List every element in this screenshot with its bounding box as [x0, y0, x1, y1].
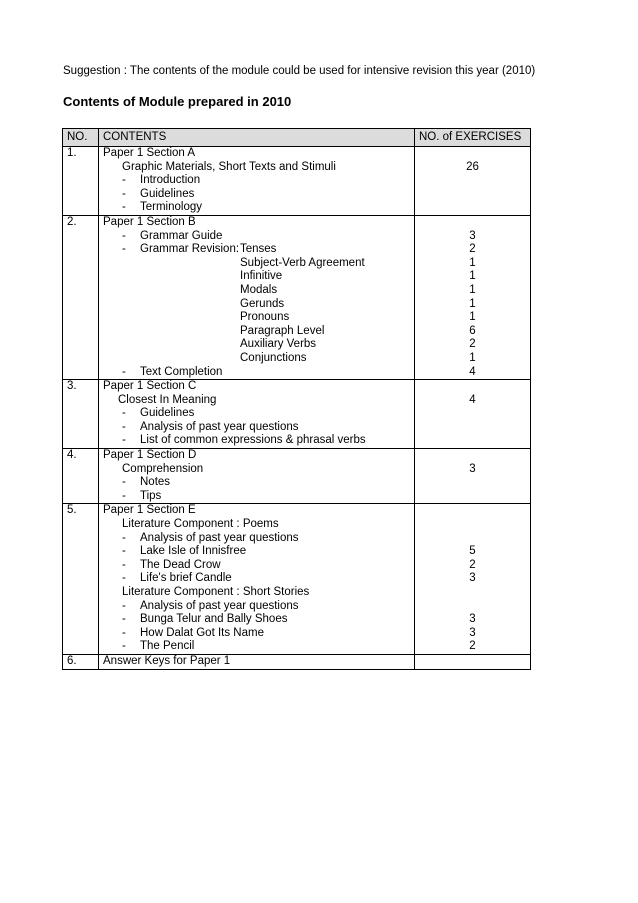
table-row: [63, 654, 531, 669]
exercise-count: 1: [469, 270, 476, 283]
exercise-count: 2: [469, 243, 476, 256]
table-row: [63, 504, 531, 655]
grammar-topics: [240, 243, 365, 365]
section-subtitle: Closest In Meaning: [118, 393, 217, 406]
exercise-count: 26: [466, 160, 479, 173]
list-item: - Introduction: [122, 174, 201, 187]
exercise-count: 1: [469, 351, 476, 364]
section-subtitle: Literature Component : Short Stories: [122, 586, 310, 598]
topic: Gerunds: [240, 297, 285, 310]
list-item: - The Pencil: [122, 640, 195, 653]
row-number: 2.: [63, 215, 99, 379]
topic: Paragraph Level: [240, 324, 325, 337]
table-row: [63, 215, 531, 379]
list-item: - Terminology: [122, 201, 202, 214]
table-row: [63, 449, 531, 504]
header-exercises: NO. of EXERCISES: [415, 129, 531, 147]
topic: Infinitive: [240, 270, 283, 283]
row-exercises: [415, 215, 531, 379]
header-contents: CONTENTS: [99, 129, 415, 147]
table-row: [63, 380, 531, 449]
row-contents: [99, 504, 415, 655]
exercise-count: 4: [469, 365, 476, 378]
list-item: - List of common expressions & phrasal verbs: [122, 434, 366, 447]
exercise-count: 1: [469, 297, 476, 310]
topic: Modals: [240, 283, 278, 296]
list-item: - Guidelines: [122, 407, 195, 420]
list-item: - The Dead Crow: [122, 558, 221, 571]
exercise-count: 1: [469, 283, 476, 296]
row-number: 5.: [63, 504, 99, 655]
list-item: - Grammar Revision:: [122, 243, 240, 256]
row-exercises: [415, 147, 531, 216]
list-item: - Guidelines: [122, 187, 195, 200]
row-exercises: [415, 380, 531, 449]
section-title: Paper 1 Section B: [103, 215, 196, 228]
section-title: Answer Keys for Paper 1: [103, 654, 231, 667]
exercise-count: 2: [469, 558, 476, 571]
list-item: - Text Completion: [122, 365, 223, 378]
row-contents: [99, 449, 415, 504]
list-item: - How Dalat Got Its Name: [122, 626, 264, 639]
exercise-count: 4: [469, 393, 476, 406]
list-item: - Analysis of past year questions: [122, 531, 299, 544]
exercise-count: 6: [469, 324, 476, 337]
exercise-count: 3: [469, 229, 476, 242]
row-exercises: [415, 654, 531, 669]
row-number: 6.: [63, 654, 99, 669]
row-contents: [99, 215, 415, 379]
exercise-count: 1: [469, 311, 476, 324]
row-exercises: [415, 449, 531, 504]
exercise-count: 3: [469, 462, 476, 475]
page-title: Contents of Module prepared in 2010: [63, 94, 292, 109]
header-no: NO.: [63, 129, 99, 147]
section-title: Paper 1 Section C: [103, 380, 197, 393]
row-contents: [99, 147, 415, 216]
suggestion-text: Suggestion : The contents of the module could be used for intensive revision this year (2010): [63, 65, 536, 77]
row-number: 3.: [63, 380, 99, 449]
section-title: Paper 1 Section E: [103, 504, 196, 517]
exercise-count: 3: [469, 572, 476, 585]
row-exercises: [415, 504, 531, 655]
row-contents: [99, 380, 415, 449]
exercise-count: 5: [469, 545, 476, 558]
section-subtitle: Graphic Materials, Short Texts and Stimuli: [122, 160, 336, 173]
list-item: - Notes: [122, 476, 171, 489]
topic: Auxiliary Verbs: [240, 338, 317, 351]
list-item: - Life's brief Candle: [122, 572, 232, 585]
list-item: - Analysis of past year questions: [122, 420, 299, 433]
table-header-row: [63, 129, 531, 147]
row-contents: [99, 654, 415, 669]
exercise-count: [419, 600, 526, 614]
exercise-count: 2: [469, 338, 476, 351]
list-item: - Tips: [122, 489, 162, 502]
row-number: 4.: [63, 449, 99, 504]
list-item: - Bunga Telur and Bally Shoes: [122, 613, 288, 626]
row-number: 1.: [63, 147, 99, 216]
section-title: Paper 1 Section A: [103, 147, 196, 159]
exercise-count: 2: [469, 640, 476, 653]
list-item: - Analysis of past year questions: [122, 599, 299, 612]
table-row: [63, 147, 531, 216]
list-item: - Grammar Guide: [122, 229, 223, 242]
section-subtitle: Literature Component : Poems: [122, 518, 279, 531]
topic: Pronouns: [240, 311, 290, 324]
topic: Tenses: [240, 243, 277, 256]
contents-table: [62, 128, 531, 670]
exercise-count: [419, 532, 526, 546]
exercise-count: 3: [469, 626, 476, 639]
topic: Conjunctions: [240, 351, 307, 364]
section-title: Paper 1 Section D: [103, 449, 197, 462]
list-item: - Lake Isle of Innisfree: [122, 545, 247, 558]
topic: Subject-Verb Agreement: [240, 256, 365, 269]
exercise-count: 1: [469, 256, 476, 269]
exercise-count: 3: [469, 613, 476, 626]
section-subtitle: Comprehension: [122, 462, 204, 475]
